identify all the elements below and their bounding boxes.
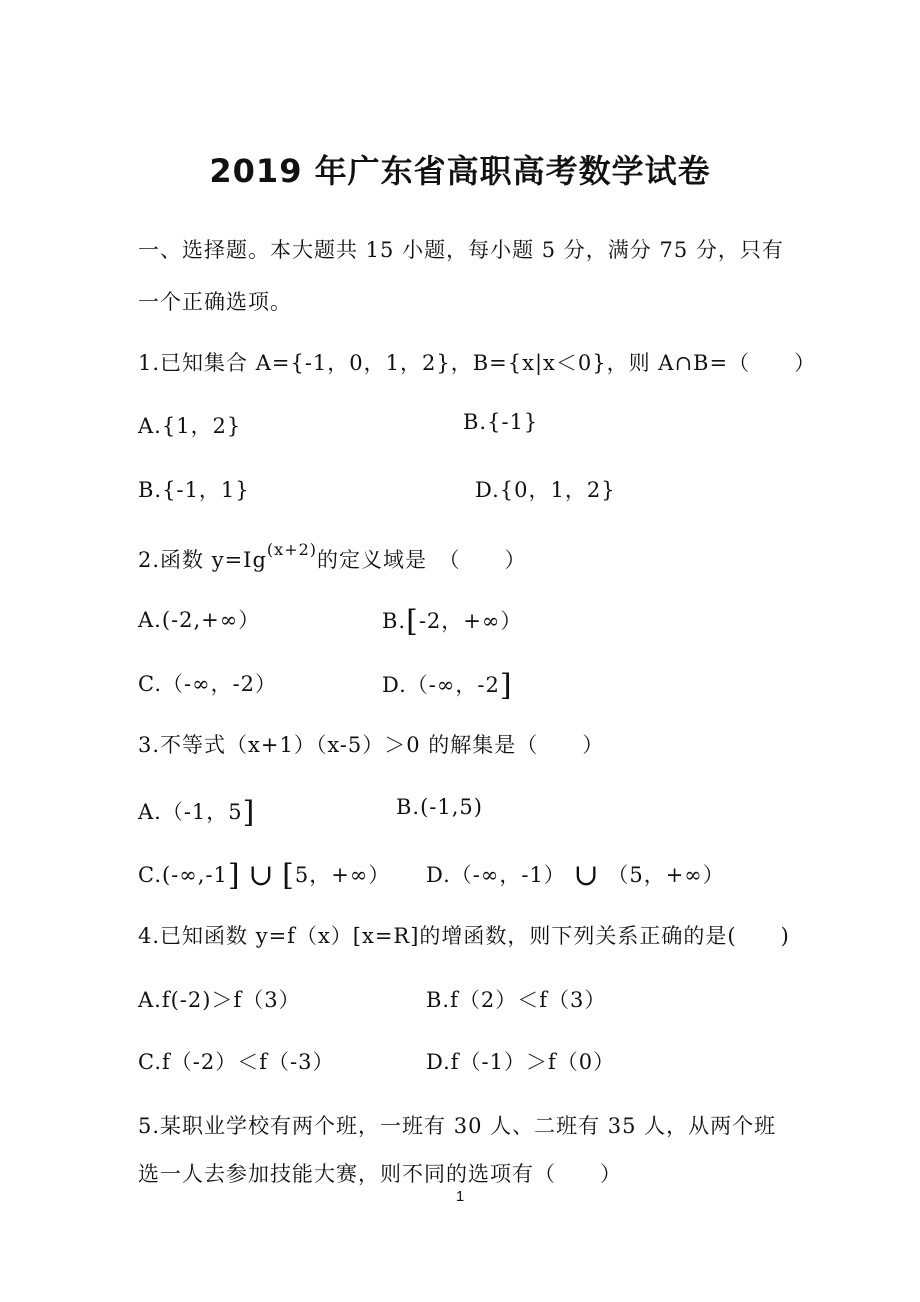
question-1-option-c: B.{-1，1} [138,478,250,502]
right-bracket-symbol: ] [499,668,513,703]
question-2-stem-pre: 2.函数 y=Ig [138,548,267,572]
question-3-option-d-post: （5，+∞） [607,863,725,887]
question-2-stem [138,540,527,574]
union-symbol: ∪ [248,858,275,893]
question-2-option-b-post: -2，+∞） [418,609,523,633]
right-bracket-symbol: ] [242,795,256,830]
question-3-option-d [426,858,725,893]
page-number: 1 [455,1188,465,1205]
question-3-option-c [138,858,390,893]
question-2-option-d [382,668,513,703]
question-3-option-c-pre: C.(-∞,-1 [138,863,228,887]
union-symbol: ∪ [573,858,600,893]
question-1-stem: 1.已知集合 A={-1，0，1，2}，B={x|x＜0}，则 A∩B=（ ） [138,351,817,375]
left-bracket-symbol: [ [406,604,419,639]
question-5-stem-line2: 选一人去参加技能大赛，则不同的选项有（ ） [138,1162,622,1186]
question-2-option-b [382,604,522,639]
question-3-option-a [138,795,255,830]
question-2-stem-superscript: (x+2) [266,540,318,559]
question-4-option-a: A.f(-2)＞f（3） [138,988,301,1012]
question-4-option-b: B.f（2）＜f（3） [426,988,607,1012]
question-1-option-b: B.{-1} [463,410,539,434]
question-1-option-a: A.{1，2} [138,414,242,438]
question-5-stem-line1: 5.某职业学校有两个班，一班有 30 人、二班有 35 人，从两个班 [138,1114,777,1138]
question-3-option-a-pre: A.（-1，5 [138,800,243,824]
question-2-option-c: C.（-∞，-2） [138,672,278,696]
question-2-option-d-pre: D.（-∞，-2 [382,673,500,697]
question-3-option-b: B.(-1,5) [396,795,483,819]
question-1-option-d: D.{0，1，2} [475,478,616,502]
question-4-stem: 4.已知函数 y=f（x）[x=R]的增函数，则下列关系正确的是( ) [138,924,790,948]
question-2-stem-post: 的定义域是 （ ） [317,548,527,572]
left-bracket-symbol: [ [282,858,295,893]
page-title: 2019 年广东省高职高考数学试卷 [209,152,711,190]
question-2-option-a: A.(-2,+∞） [138,608,261,632]
question-4-option-c: C.f（-2）＜f（-3） [138,1050,335,1074]
question-3-option-c-post: 5，+∞） [294,863,391,887]
question-3-stem: 3.不等式（x+1）（x-5）＞0 的解集是（ ） [138,733,605,757]
right-bracket-symbol: ] [227,858,241,893]
section-instruction-line1: 一、选择题。本大题共 15 小题，每小题 5 分，满分 75 分，只有 [138,238,784,262]
section-instruction-line2: 一个正确选项。 [138,290,292,314]
question-4-option-d: D.f（-1）＞f（0） [426,1050,616,1074]
question-3-option-d-pre: D.（-∞，-1） [426,863,566,887]
question-2-option-b-pre: B. [382,609,407,633]
